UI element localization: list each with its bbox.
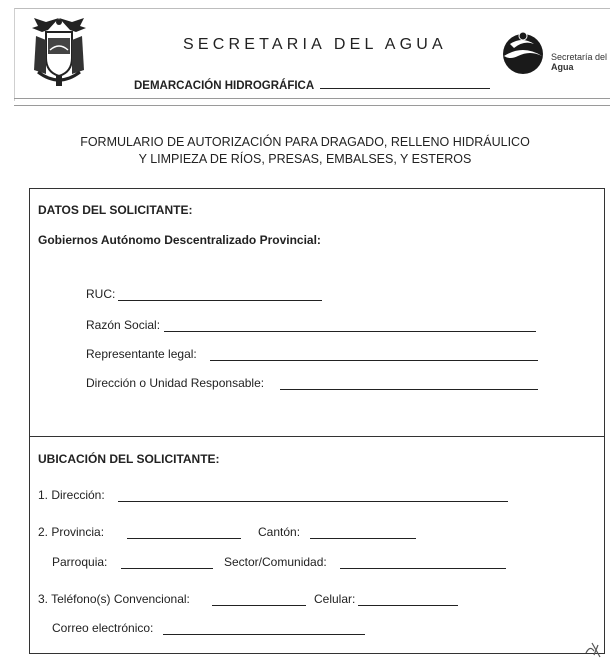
scan-mark-icon [584,637,606,659]
direccion-unidad-input-line[interactable] [280,389,538,390]
representante-input-line[interactable] [210,360,538,361]
razon-social-input-line[interactable] [164,331,536,332]
canton-input-line[interactable] [310,538,416,539]
demarcation-label: DEMARCACIÓN HIDROGRÁFICA [134,80,315,92]
canton-label: Cantón: [258,525,301,539]
demarcation-field [134,77,490,92]
form-title-line-1: FORMULARIO DE AUTORIZACIÓN PARA DRAGADO, RELLENO HIDRÁULICO [80,135,530,149]
direccion-unidad-label: Dirección o Unidad Responsable: [86,376,265,390]
section-heading: UBICACIÓN DEL SOLICITANTE: [38,452,220,466]
logo-line-2: Agua [551,62,574,72]
celular-label: Celular: [314,592,356,606]
logo-wordmark [551,52,607,72]
agency-name: SECRETARIA DEL AGUA [183,36,447,53]
provincia-label: 2. Provincia: [38,525,105,539]
parroquia-label: Parroquia: [52,555,108,569]
demarcation-input-line[interactable] [320,77,490,89]
razon-social-label: Razón Social: [86,318,161,332]
form-title [0,134,610,168]
coat-of-arms-icon [28,14,90,90]
ruc-label: RUC: [86,287,116,301]
section-applicant-data [29,188,605,437]
section-subheading: Gobiernos Autónomo Descentralizado Provincial: [38,233,321,247]
celular-input-line[interactable] [358,605,458,606]
direccion-input-line[interactable] [118,501,508,502]
parroquia-input-line[interactable] [121,568,213,569]
section-applicant-location [29,436,605,654]
sector-label: Sector/Comunidad: [224,555,327,569]
representante-label: Representante legal: [86,347,197,361]
telefono-input-line[interactable] [212,605,306,606]
sector-input-line[interactable] [340,568,506,569]
correo-label: Correo electrónico: [52,621,154,635]
form-title-line-2: Y LIMPIEZA DE RÍOS, PRESAS, EMBALSES, Y ESTEROS [138,152,472,166]
telefono-label: 3. Teléfono(s) Convencional: [38,592,190,606]
section-heading: DATOS DEL SOLICITANTE: [38,203,193,217]
logo-line-1: Secretaría del [551,52,608,62]
correo-input-line[interactable] [163,634,365,635]
provincia-input-line[interactable] [127,538,241,539]
ruc-input-line[interactable] [118,300,322,301]
header-divider [14,98,610,106]
direccion-label: 1. Dirección: [38,488,105,502]
